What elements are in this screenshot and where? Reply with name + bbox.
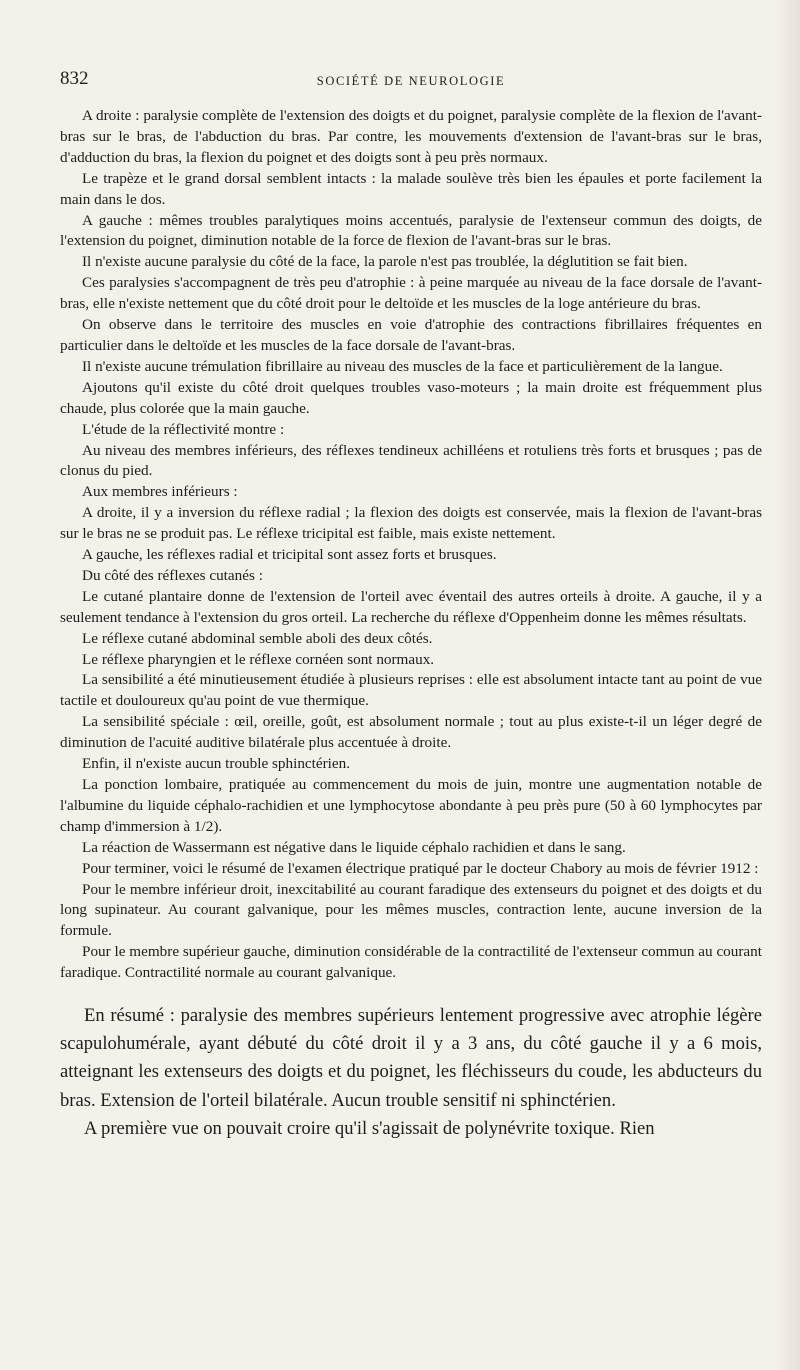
- paragraph: Pour le membre inférieur droit, inexcitabilité au courant faradique des extenseurs du poignet et des doigts et du long supinateur. Au courant galvanique, pour les mêmes muscles, contraction lente, aucune inversion de la formule.: [60, 880, 762, 940]
- paragraph: A gauche, les réflexes radial et tricipital sont assez forts et brusques.: [82, 546, 497, 564]
- body-text: [60, 106, 762, 984]
- paragraph: La sensibilité a été minutieusement étudiée à plusieurs reprises : elle est absolument intacte tant au point de vue tactile et douloureux qu'au point de vue thermique.: [60, 671, 762, 710]
- paragraph: Ces paralysies s'accompagnent de très peu d'atrophie : à peine marquée au niveau de la face dorsale de l'avant-bras, elle n'existe nettement que du côté droit pour le deltoïde et les muscles de la loge antérieure du bras.: [60, 274, 762, 313]
- paragraph: A droite, il y a inversion du réflexe radial ; la flexion des doigts est conservée, mais la flexion de l'avant-bras sur le bras ne se produit pas. Le réflexe tricipital est faible, mais existe nettement.: [60, 504, 762, 543]
- summary-section: [60, 1002, 762, 1143]
- paragraph: La sensibilité spéciale : œil, oreille, goût, est absolument normale ; tout au plus existe-t-il un léger degré de diminution de l'acuité auditive bilatérale plus accentuée à droite.: [60, 713, 762, 752]
- running-title: SOCIÉTÉ DE NEUROLOGIE: [316, 74, 506, 88]
- paragraph: Le réflexe pharyngien et le réflexe cornéen sont normaux.: [82, 650, 435, 668]
- paragraph: Le cutané plantaire donne de l'extension de l'orteil avec éventail des autres orteils à droite. A gauche, il y a seulement tendance à l'extension du gros orteil. La recherche du réflexe d'Oppenheim donne les mêmes résultats.: [60, 587, 762, 626]
- paragraph: La ponction lombaire, pratiquée au commencement du mois de juin, montre une augmentation notable de l'albumine du liquide céphalo-rachidien et une lymphocytose abondante à peu près pure (50 à 60 lymphocytes par champ d'immersion à 1/2).: [60, 776, 762, 835]
- paragraph: Le réflexe cutané abdominal semble aboli des deux côtés.: [82, 629, 433, 647]
- paragraph: Pour terminer, voici le résumé de l'examen électrique pratiqué par le docteur Chabory au mois de février 1912 :: [82, 859, 759, 877]
- paragraph: La réaction de Wassermann est négative dans le liquide céphalo rachidien et dans le sang.: [82, 838, 626, 856]
- paragraph: Pour le membre supérieur gauche, diminution considérable de la contractilité de l'extenseur commun au courant faradique. Contractilité normale au courant galvanique.: [60, 943, 762, 982]
- paragraph: On observe dans le territoire des muscles en voie d'atrophie des contractions fibrillaires fréquentes en particulier dans le deltoïde et les muscles de la face dorsale de l'avant-bras.: [60, 316, 762, 354]
- paragraph: A gauche : mêmes troubles paralytiques moins accentués, paralysie de l'extenseur commun des doigts, de l'extension du poignet, diminution notable de la force de flexion de l'avant-bras sur le bras.: [60, 211, 762, 250]
- paragraph: Il n'existe aucune trémulation fibrillaire au niveau des muscles de la face et particulièrement de la langue.: [82, 357, 723, 375]
- paragraph: Le trapèze et le grand dorsal semblent intacts : la malade soulève très bien les épaules et porte facilement la main dans le dos.: [60, 169, 762, 208]
- paragraph: Aux membres inférieurs :: [82, 483, 238, 501]
- document-page: [60, 68, 762, 1143]
- summary-paragraph: A première vue on pouvait croire qu'il s'agissait de polynévrite toxique. Rien: [84, 1117, 655, 1139]
- scan-edge-shadow: [774, 0, 800, 1370]
- paragraph: Ajoutons qu'il existe du côté droit quelques troubles vaso-moteurs ; la main droite est fréquemment plus chaude, plus colorée que la main gauche.: [60, 378, 762, 417]
- paragraph: L'étude de la réflectivité montre :: [82, 420, 285, 438]
- page-header: [60, 68, 762, 92]
- paragraph: Du côté des réflexes cutanés :: [82, 566, 263, 584]
- page-number: 832: [60, 68, 89, 89]
- paragraph: Enfin, il n'existe aucun trouble sphinctérien.: [82, 755, 351, 773]
- paragraph: A droite : paralysie complète de l'extension des doigts et du poignet, paralysie complète de la flexion de l'avant-bras sur le bras, de l'abduction du bras. Par contre, les mouvements d'extension de l'avant-bras sur le bras, d'adduction du bras, la flexion du poignet et des doigts sont à peu près normaux.: [60, 107, 762, 166]
- paragraph: Il n'existe aucune paralysie du côté de la face, la parole n'est pas troublée, la déglutition se fait bien.: [82, 253, 688, 271]
- paragraph: Au niveau des membres inférieurs, des réflexes tendineux achilléens et rotuliens très forts et brusques ; pas de clonus du pied.: [60, 441, 762, 480]
- summary-paragraph: En résumé : paralysie des membres supérieurs lentement progressive avec atrophie légère scapulohumérale, ayant débuté du côté droit il y a 3 ans, du côté gauche il y a 6 mois, atteignant les extenseurs des doigts et du poignet, les fléchisseurs du coude, les abducteurs du bras. Extension de l'orteil bilatérale. Aucun trouble sensitif ni sphinctérien.: [60, 1005, 762, 1111]
